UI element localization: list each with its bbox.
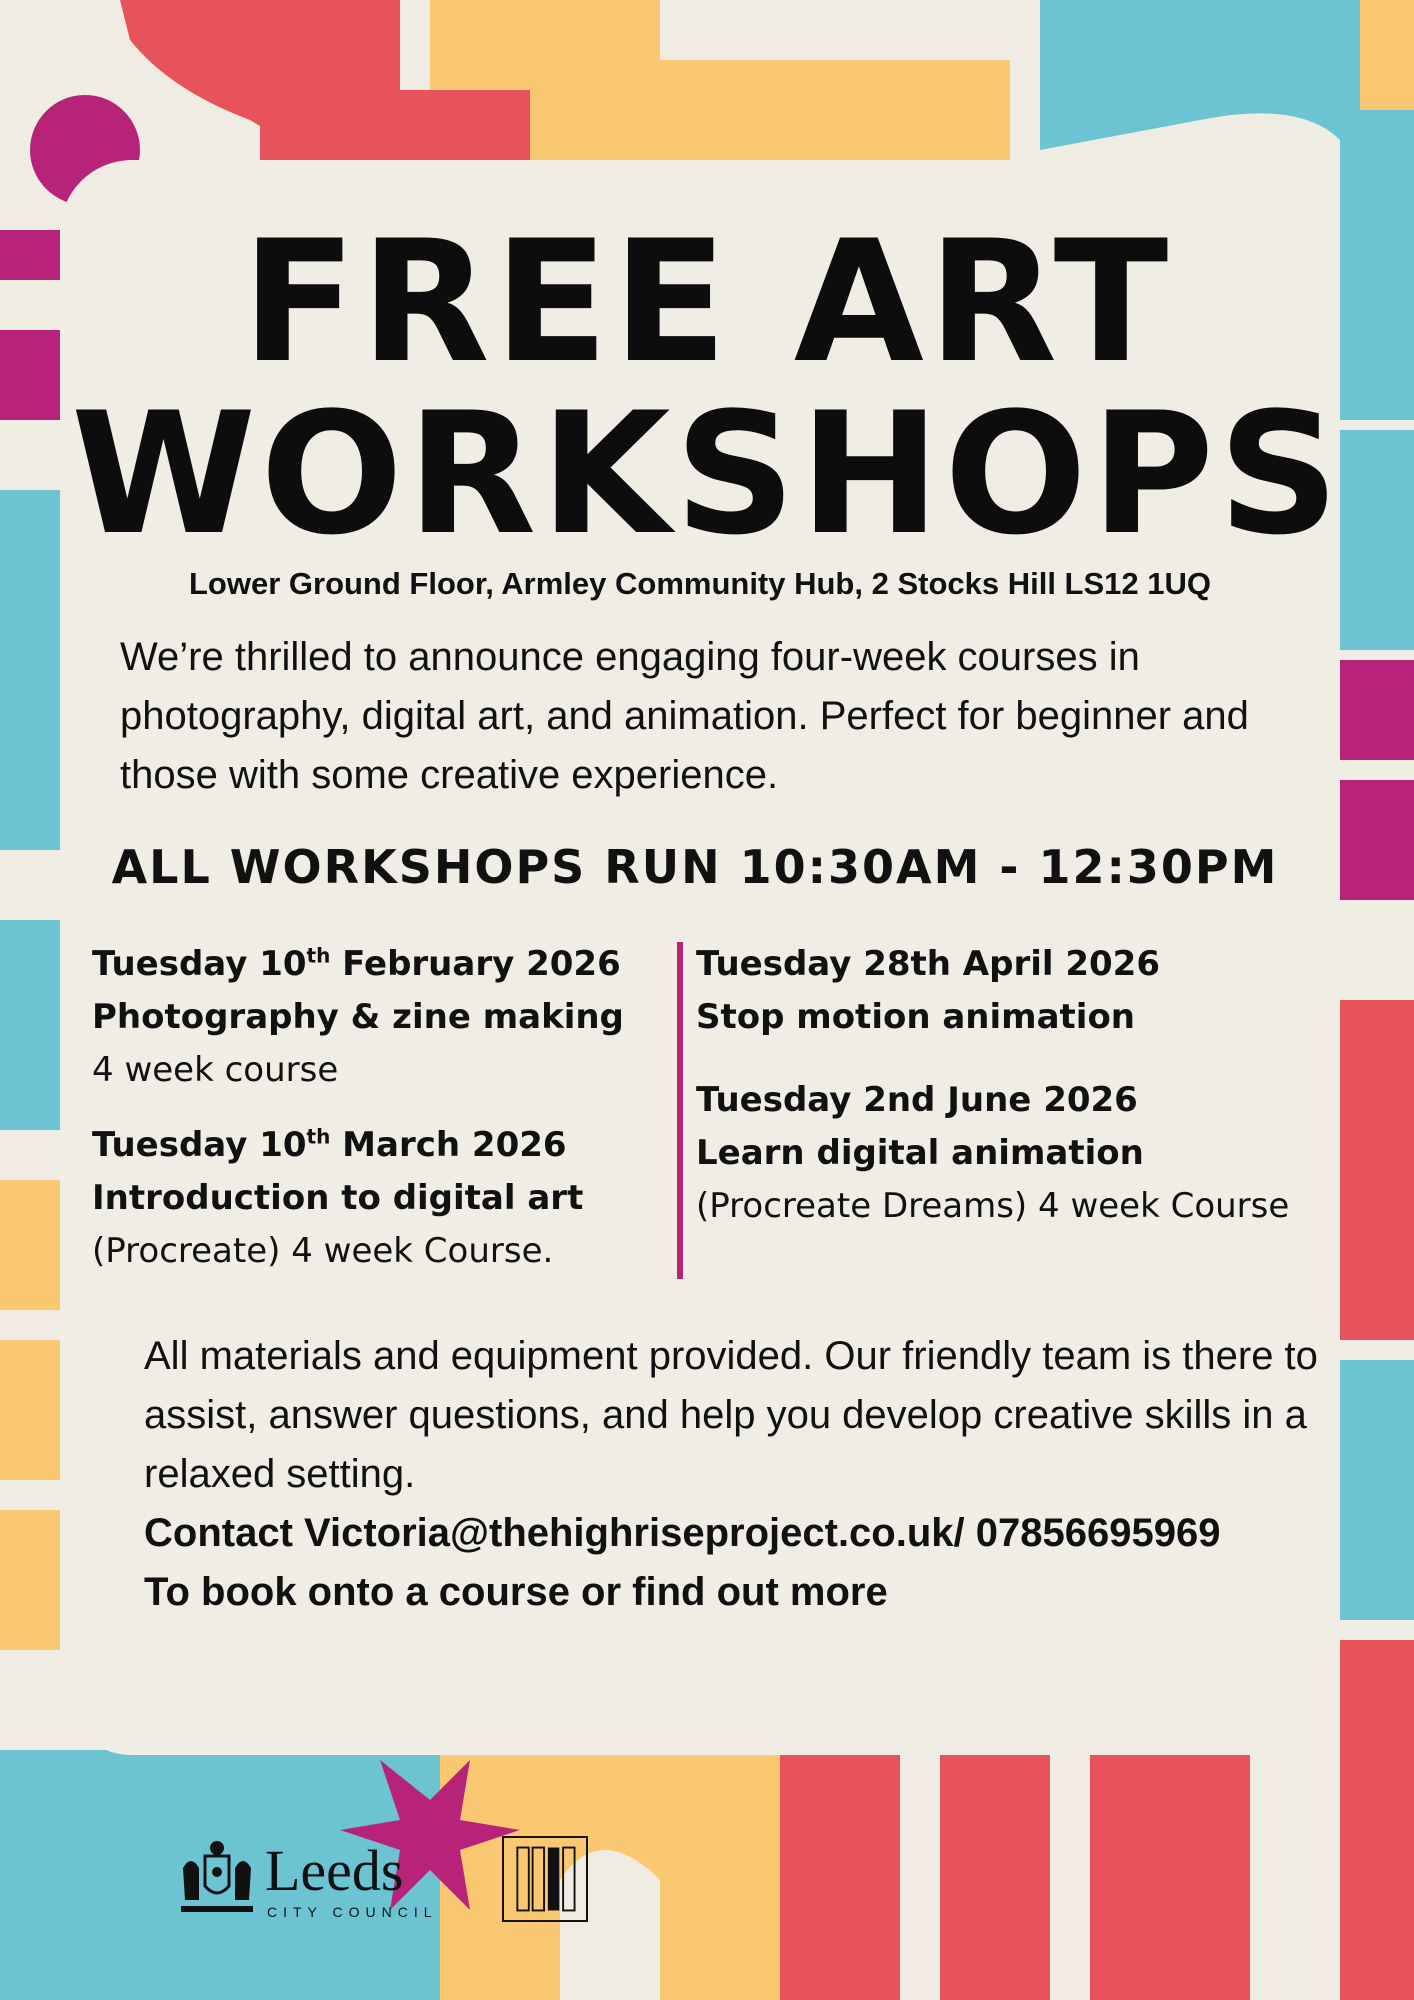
column-divider: [677, 942, 683, 1279]
workshop-date: [92, 938, 672, 991]
yellow-block-top-2: [560, 60, 1010, 160]
workshop-detail: (Procreate Dreams) 4 week Course: [696, 1186, 1290, 1226]
intro-paragraph: We’re thrilled to announce engaging four-week courses in photography, digital art, and animation. Perfect for beginner and those with some creative experience.: [120, 635, 1249, 797]
booking-text: To book onto a course or find out more: [144, 1570, 888, 1614]
workshop-name: Introduction to digital art: [92, 1178, 584, 1218]
red-right-2: [1340, 1640, 1414, 2000]
yellow-edge-top-right: [1360, 0, 1414, 110]
workshop-column-left: [92, 938, 672, 1300]
workshop-times: ALL WORKSHOPS RUN 10:30AM - 12:30PM: [111, 840, 1279, 894]
workshop-name: Stop motion animation: [696, 997, 1136, 1037]
leeds-wordmark: Leeds: [265, 1838, 404, 1903]
workshop-date-rest: March 2026: [330, 1125, 567, 1165]
red-bottom-2: [940, 1750, 1050, 2000]
title-line-1: FREE ART: [241, 204, 1173, 400]
yellow-left-1: [0, 1180, 60, 1310]
red-bottom-1: [780, 1750, 900, 2000]
workshop-date-rest: February 2026: [330, 944, 621, 984]
footer-info: [144, 1327, 1344, 1622]
yellow-left-3: [0, 1510, 60, 1650]
workshop-detail: 4 week course: [92, 1050, 339, 1090]
city-council-text: CITY COUNCIL: [267, 1904, 438, 1920]
workshop-detail: (Procreate) 4 week Course.: [92, 1231, 554, 1271]
yellow-left-2: [0, 1340, 60, 1480]
workshop-date: Tuesday 2nd June 2026: [696, 1080, 1138, 1120]
red-block-top: [260, 90, 530, 160]
workshop-date-day: Tuesday 10: [92, 1125, 307, 1165]
highrise-project-logo: [502, 1836, 588, 1922]
workshop-item: [696, 938, 1356, 1044]
workshop-name: Photography & zine making: [92, 997, 624, 1037]
materials-text: All materials and equipment provided. Our friendly team is there to assist, answer questions, and help you develop creative skills in a relaxed setting.: [144, 1334, 1318, 1496]
workshop-column-right: [696, 938, 1356, 1255]
red-bottom-3: [1090, 1750, 1250, 2000]
date-suffix: th: [306, 1124, 331, 1149]
venue-address: Lower Ground Floor, Armley Community Hub, 2 Stocks Hill LS12 1UQ: [188, 566, 1212, 601]
blue-left-2: [0, 920, 60, 1130]
leeds-crest-icon: [175, 1838, 259, 1922]
workshop-item: [696, 1074, 1356, 1233]
date-suffix: th: [306, 943, 331, 968]
workshop-date: [92, 1119, 672, 1172]
workshop-name: Learn digital animation: [696, 1133, 1144, 1173]
magenta-right-1: [1340, 660, 1414, 760]
title-line-2: WORKSHOPS: [70, 376, 1344, 572]
workshop-item: [92, 1119, 672, 1278]
workshop-date: Tuesday 28th April 2026: [696, 944, 1160, 984]
contact-text: Contact Victoria@thehighriseproject.co.uk/ 07856695969: [144, 1511, 1221, 1555]
workshop-item: [92, 938, 672, 1097]
blue-right-2: [1340, 1360, 1414, 1620]
workshop-date-day: Tuesday 10: [92, 944, 307, 984]
